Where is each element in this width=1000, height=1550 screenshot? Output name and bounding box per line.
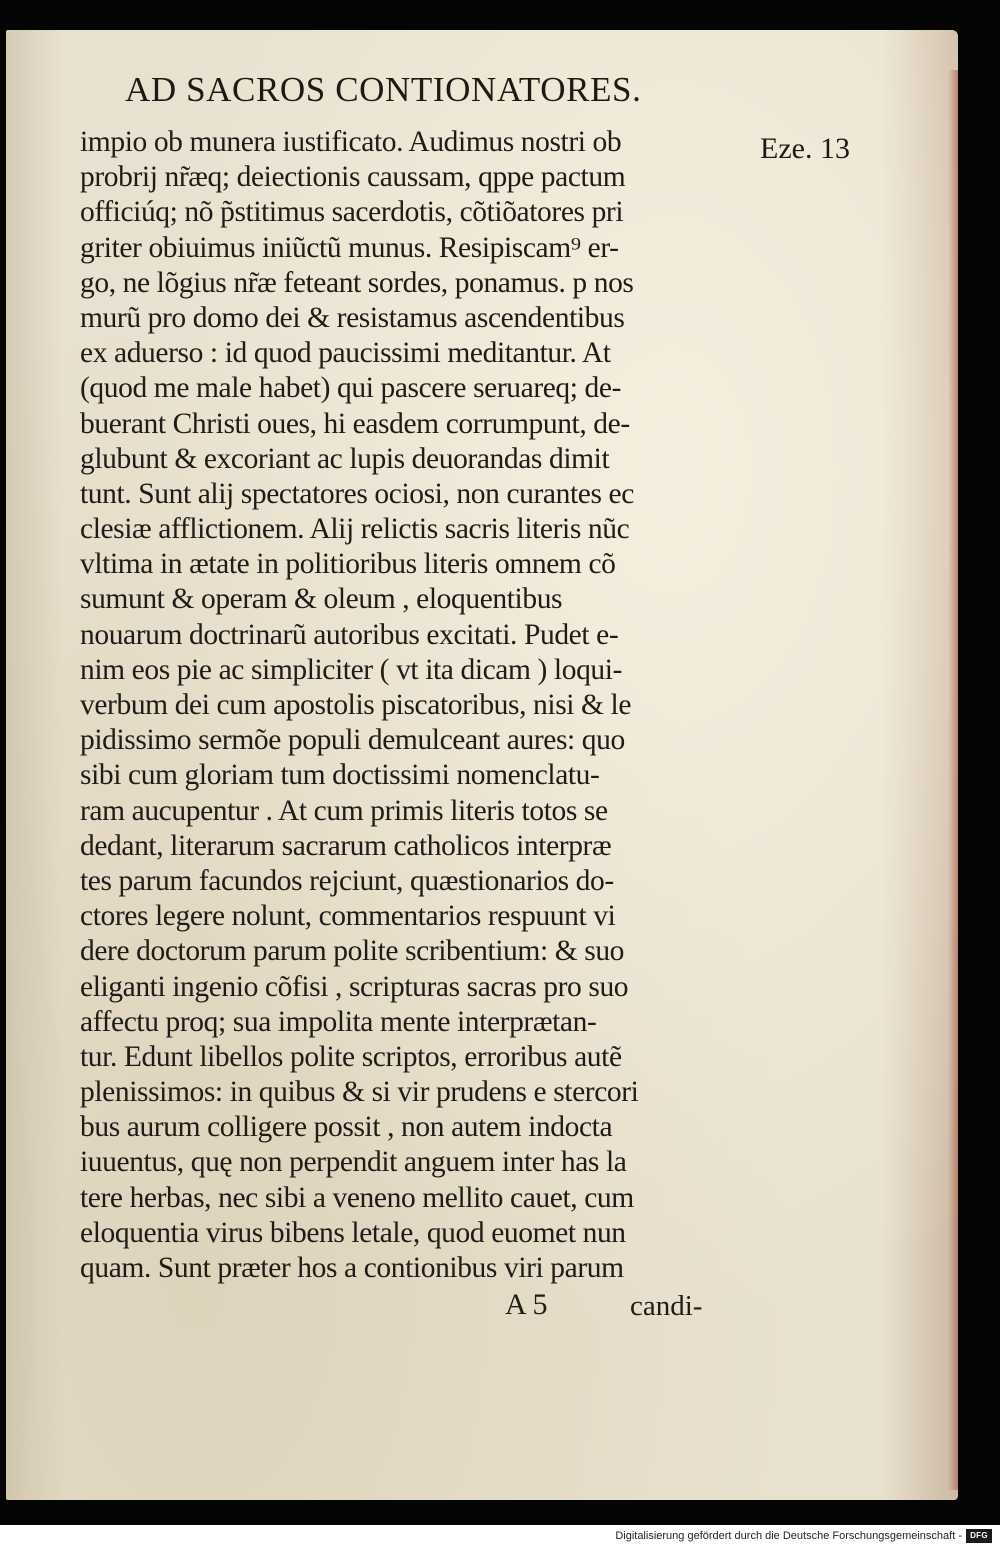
text-line: tunt. Sunt alij spectatores ociosi, non curantes ec (80, 477, 634, 510)
running-head: AD SACROS CONTIONATORES. (125, 70, 642, 109)
text-line: vltima in ætate in politioribus literis omnem cõ (80, 548, 616, 581)
text-line: probrij nr̃æq; deiectionis caussam, qppe pactum (80, 161, 626, 194)
text-line: officiúq; nõ p̃stitimus sacerdotis, cõtiõatores pri (80, 196, 624, 229)
text-line: pidissimo sermõe populi demulceant aures: quo (80, 724, 625, 757)
text-line: buerant Christi oues, hi easdem corrumpunt, de- (80, 407, 630, 440)
text-line: murũ pro domo dei & resistamus ascendentibus (80, 301, 625, 334)
dfg-logo: DFG (966, 1529, 992, 1543)
signature-mark: A 5 (505, 1288, 548, 1321)
text-line: dedant, literarum sacrarum catholicos interpræ (80, 829, 612, 862)
footer-bar (0, 1525, 1000, 1550)
text-line: dere doctorum parum polite scribentium: & suo (80, 935, 625, 968)
marginal-note: Eze. 13 (760, 132, 850, 165)
text-line: go, ne lõgius nr̃æ feteant sordes, ponamus. p nos (80, 266, 634, 299)
text-line: tes parum facundos rejciunt, quæstionarios do- (80, 864, 614, 897)
page-edge (948, 70, 958, 1490)
text-line: tere herbas, nec sibi a veneno mellito cauet, cum (80, 1181, 634, 1214)
text-line: glubunt & excoriant ac lupis deuorandas dimit (80, 442, 610, 475)
text-line: iuuentus, quę non perpendit anguem inter has la (80, 1146, 627, 1179)
text-line: verbum dei cum apostolis piscatoribus, nisi & le (80, 689, 632, 721)
text-line: sumunt & operam & oleum , eloquentibus (80, 583, 563, 616)
text-line: sibi cum gloriam tum doctissimi nomenclatu- (80, 759, 600, 792)
text-line: griter obiuimus iniũctũ munus. Resipiscam⁹ er- (80, 231, 619, 264)
text-line: ctores legere nolunt, commentarios respuunt vi (80, 900, 616, 933)
text-line: bus aurum colligere possit , non autem indocta (80, 1111, 613, 1144)
text-line: ram aucupentur . At cum primis literis totos se (80, 794, 608, 827)
footer-credit: Digitalisierung gefördert durch die Deutsche Forschungsgemeinschaft - (615, 1530, 962, 1542)
body-text (80, 125, 750, 1286)
text-line: impio ob munera iustificato. Audimus nostri ob (80, 126, 622, 158)
text-line: eliganti ingenio cõfisi , scripturas sacras pro suo (80, 970, 629, 1003)
catchword: candi- (630, 1290, 703, 1322)
text-line: quam. Sunt præter hos a contionibus viri parum (80, 1252, 624, 1284)
text-line: tur. Edunt libellos polite scriptos, erroribus autẽ (80, 1040, 622, 1073)
text-line: affectu proq; sua impolita mente interprætan- (80, 1005, 597, 1038)
text-line: nim eos pie ac simpliciter ( vt ita dicam ) loqui- (80, 653, 622, 686)
text-line: eloquentia virus bibens letale, quod euomet nun (80, 1216, 626, 1249)
text-line: plenissimos: in quibus & si vir prudens e stercori (80, 1076, 639, 1109)
text-line: nouarum doctrinarũ autoribus excitati. Pudet e- (80, 618, 619, 651)
text-line: ex aduerso : id quod paucissimi meditantur. At (80, 337, 611, 370)
text-line: clesiæ afflictionem. Alij relictis sacris literis nũc (80, 513, 630, 546)
text-line: (quod me male habet) qui pascere seruareq; de- (80, 372, 622, 405)
